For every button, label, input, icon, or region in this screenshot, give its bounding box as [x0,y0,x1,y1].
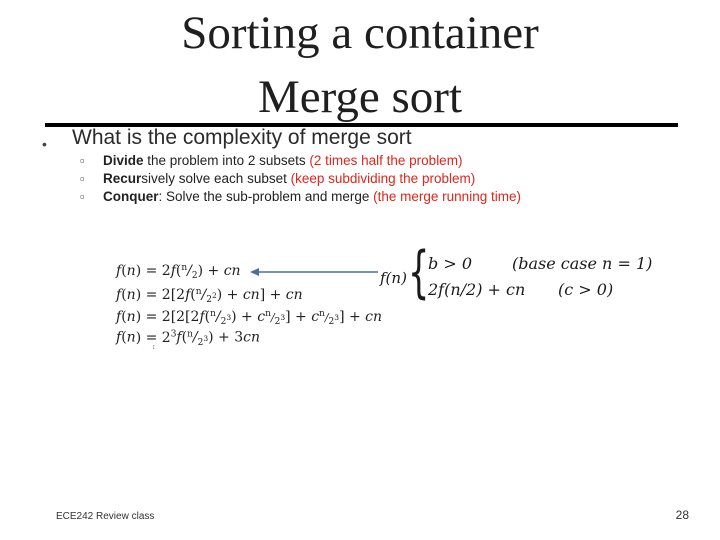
expansion-equation-1: $f(n) = 2f(^n/_2)$ + cn [116,263,241,281]
expansion-equation-2: $f(n) = 2[2f(^n/_{2^2}) + cn]$ + cn [116,287,303,305]
cursor-marker: ↕ [152,344,156,351]
recurrence-condition-recursive: (c > 0) [558,280,614,299]
sub-item-keyword: Recur [103,171,142,186]
slide-footer: ECE242 Review class [56,511,155,522]
sub-item-conquer [80,188,521,206]
sub-bullet-marker: ▫ [80,171,85,186]
sub-item-keyword: Conquer [103,189,159,204]
sub-item-text: sively solve each subset [141,171,287,186]
expansion-equation-3: $f(n) = 2[2[2f(^n/_{2^3}) + c^n/_{2^3}] + c^n/_{2^3}]$ + cn [116,309,383,327]
recurrence-case-recursive: 2f(n/2) + cn [428,280,526,299]
bullet-text: What is the complexity of merge sort [72,126,412,149]
sub-item-recursively [80,170,475,188]
slide-title-line-1: Sorting a container [181,7,539,59]
recurrence-case-base: b > 0 [428,254,472,273]
sub-item-divide [80,152,462,170]
left-brace: { [408,240,430,305]
sub-bullet-marker: ▫ [80,189,85,204]
recurrence-condition-base: (base case n = 1) [512,254,653,273]
sub-item-text: the problem into 2 subsets [143,153,306,168]
sub-item-note: (the merge running time) [373,189,521,204]
slide-title-line-2: Merge sort [257,71,463,123]
sub-item-keyword: Divide [103,153,144,168]
sub-item-note: (2 times half the problem) [309,153,463,168]
expansion-equation-4: $f(n) = 2^3f(^n/_{2^3}) + 3cn$ [116,329,260,348]
sub-item-text: : Solve the sub-problem and merge [158,189,370,204]
bullet-marker: • [42,136,47,152]
recurrence-function: f(n) [380,269,407,287]
page-number: 28 [675,508,689,522]
arrow-icon [250,266,380,278]
sub-item-note: (keep subdividing the problem) [290,171,476,186]
sub-bullet-marker: ▫ [80,153,85,168]
